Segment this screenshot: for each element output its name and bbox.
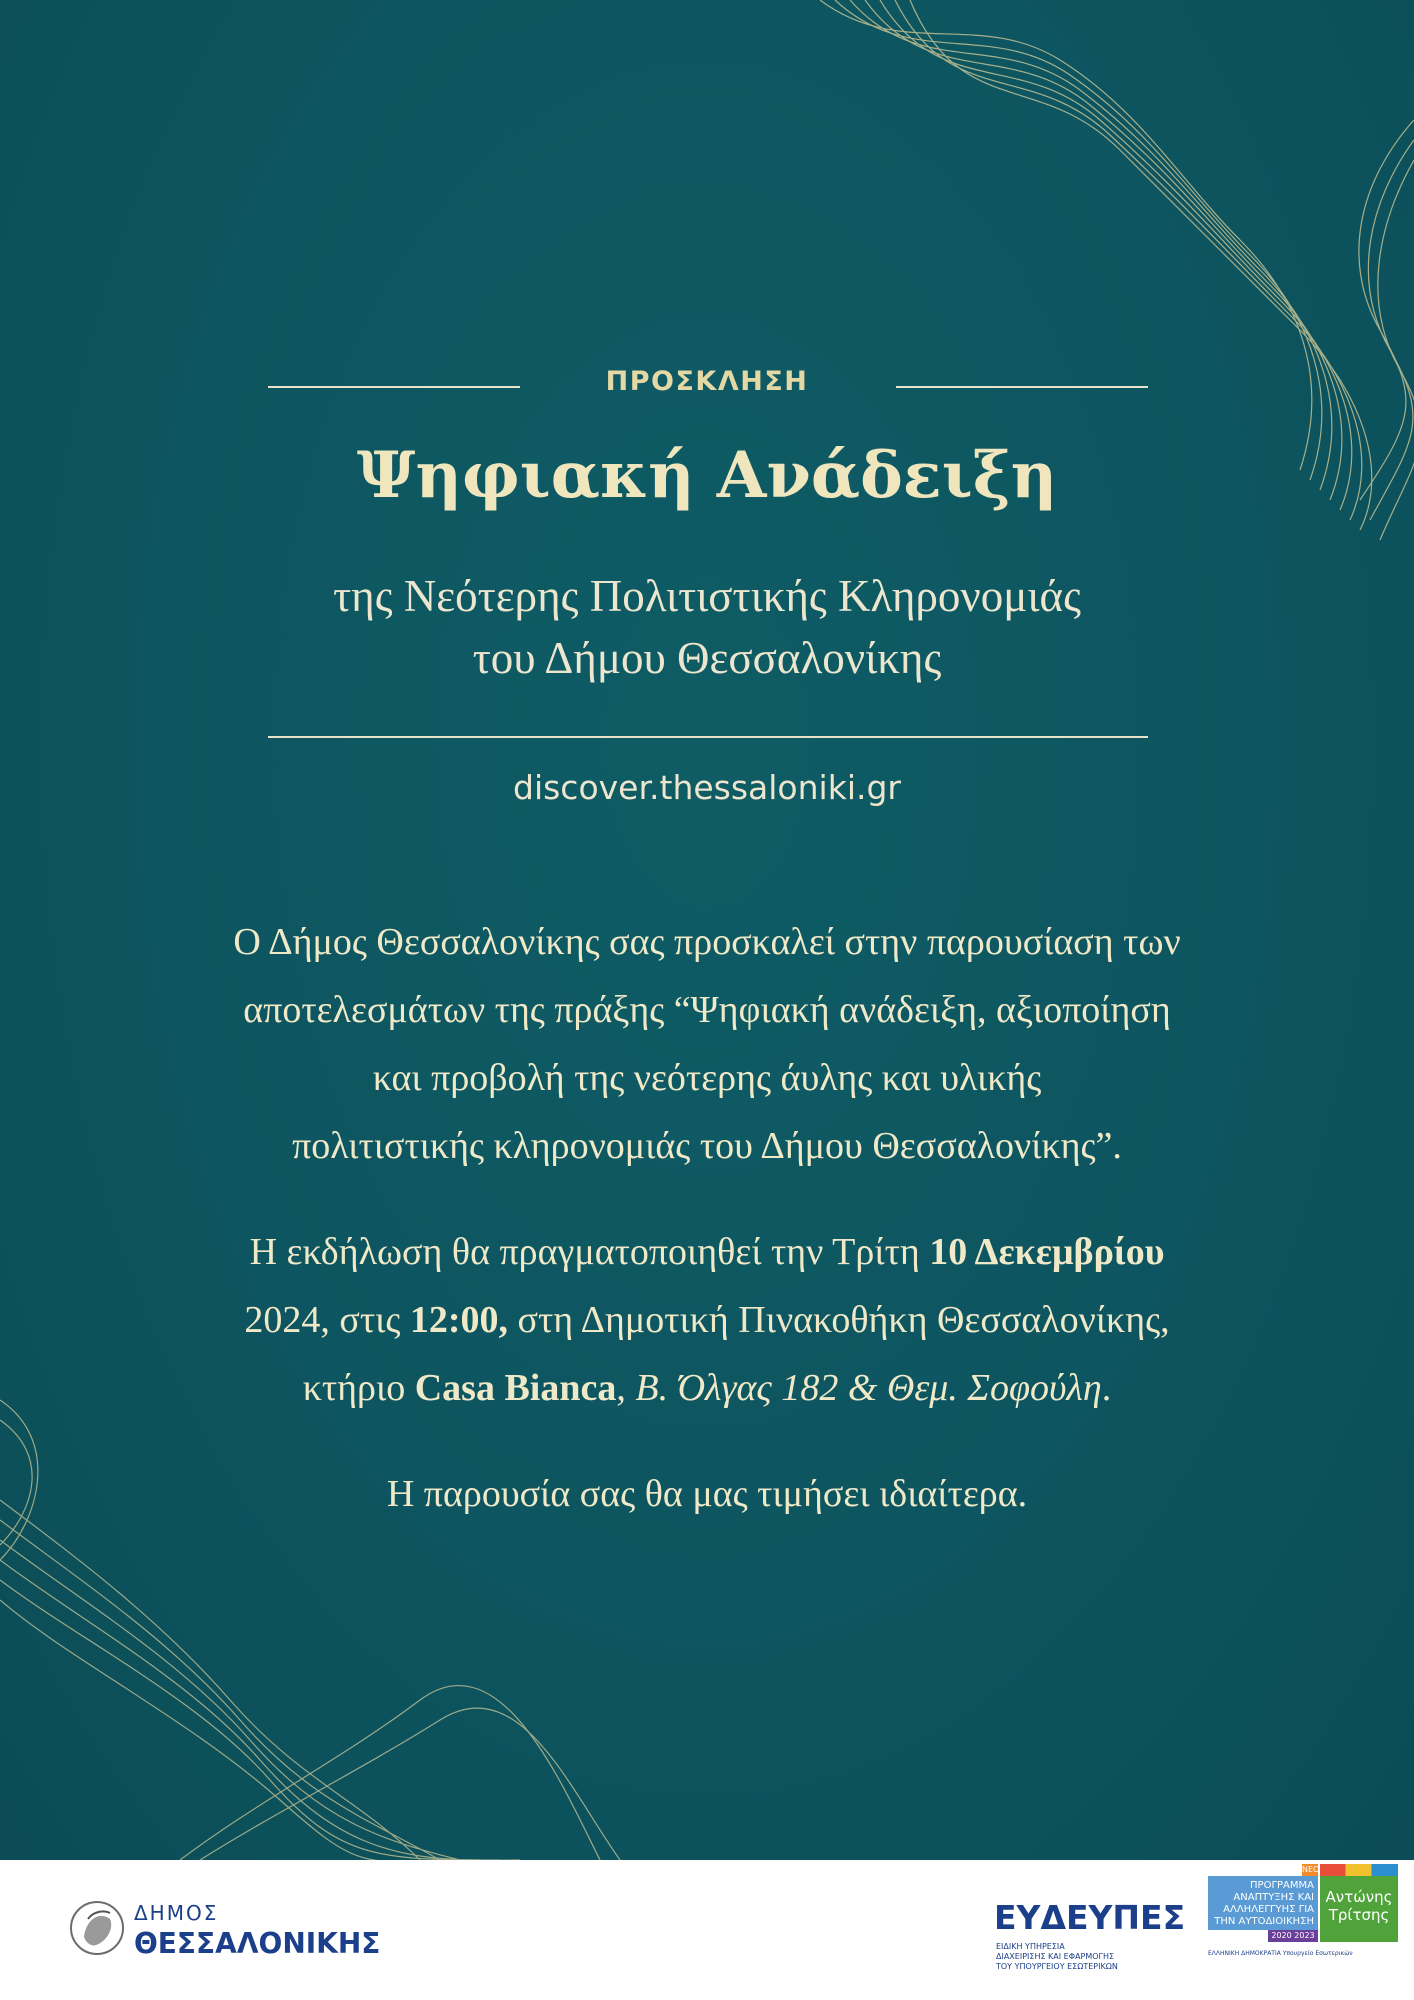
program-years: 2020 2023 bbox=[1268, 1930, 1318, 1942]
closing-line: Η παρουσία σας θα μας τιμήσει ιδιαίτερα. bbox=[386, 1473, 1028, 1515]
invitation-paragraph bbox=[100, 908, 1314, 1180]
event-details-paragraph bbox=[100, 1218, 1314, 1422]
event-details-line-3 bbox=[100, 1354, 1314, 1422]
website-link[interactable]: discover.thessaloniki.gr bbox=[513, 768, 901, 807]
address-period: . bbox=[1101, 1367, 1112, 1409]
program-new-badge: ΝΕΟ bbox=[1302, 1865, 1320, 1874]
program-name-box bbox=[1320, 1876, 1398, 1942]
municipality-logo bbox=[64, 1895, 404, 1965]
ministry-label: ΕΛΛΗΝΙΚΗ ΔΗΜΟΚΡΑΤΙΑ Υπουργείο Εσωτερικών bbox=[1208, 1950, 1353, 1957]
building-prefix: κτήριο bbox=[302, 1367, 415, 1409]
address-separator: , bbox=[616, 1367, 636, 1409]
municipality-name: ΘΕΣΣΑΛΟΝΙΚΗΣ bbox=[134, 1927, 381, 1960]
paragraph-line-1: Ο Δήμος Θεσσαλονίκης σας προσκαλεί στην παρουσίαση των bbox=[233, 921, 1181, 963]
eydeypes-line-1: ΕΙΔΙΚΗ ΥΠΗΡΕΣΙΑ bbox=[996, 1942, 1065, 1951]
program-line-3: ΑΛΛΗΛΕΓΓΥΗΣ ΓΙΑ bbox=[1223, 1904, 1314, 1915]
municipality-label: ΔΗΜΟΣ bbox=[134, 1901, 219, 1925]
event-venue: στη Δημοτική Πινακοθήκη Θεσσαλονίκης, bbox=[508, 1299, 1170, 1341]
event-time: 12:00, bbox=[409, 1299, 509, 1341]
program-line-4: ΤΗΝ ΑΥΤΟΔΙΟΙΚΗΣΗ bbox=[1214, 1916, 1314, 1927]
paragraph-line-2: αποτελεσμάτων της πράξης “Ψηφιακή ανάδειξη, αξιοποίηση bbox=[243, 989, 1171, 1031]
program-line-1: ΠΡΟΓΡΑΜΜΑ bbox=[1250, 1880, 1314, 1891]
eydeypes-line-2: ΔΙΑΧΕΙΡΙΣΗΣ ΚΑΙ ΕΦΑΡΜΟΓΗΣ bbox=[996, 1952, 1115, 1961]
program-logo bbox=[1206, 1862, 1402, 1982]
eydeypes-wordmark: ΕΥΔΕΥΠΕΣ bbox=[994, 1898, 1186, 1937]
program-name-line-2: Τρίτσης bbox=[1328, 1906, 1390, 1924]
eydeypes-logo bbox=[990, 1890, 1186, 1980]
event-date: 10 Δεκεμβρίου bbox=[929, 1231, 1165, 1273]
event-subtitle bbox=[0, 565, 1414, 689]
event-details-line-2 bbox=[100, 1286, 1314, 1354]
event-address: Β. Όλγας 182 & Θεμ. Σοφούλη bbox=[635, 1367, 1102, 1409]
invitation-kicker: ΠΡΟΣΚΛΗΣΗ bbox=[605, 366, 809, 397]
event-intro-text: Η εκδήλωση θα πραγματοποιηθεί την Τρίτη bbox=[249, 1231, 930, 1273]
program-color-stripe bbox=[1320, 1864, 1398, 1876]
subtitle-divider bbox=[268, 736, 1148, 738]
alexander-head-icon bbox=[66, 1897, 128, 1959]
eydeypes-line-3: ΤΟΥ ΥΠΟΥΡΓΕΙΟΥ ΕΣΩΤΕΡΙΚΩΝ bbox=[996, 1962, 1118, 1971]
event-details-line-1 bbox=[100, 1218, 1314, 1286]
subtitle-line-1: της Νεότερης Πολιτιστικής Κληρονομιάς bbox=[333, 571, 1081, 621]
building-name: Casa Bianca bbox=[414, 1367, 617, 1409]
paragraph-line-3: και προβολή της νεότερης άυλης και υλικής bbox=[372, 1057, 1042, 1099]
program-name-line-1: Αντώνης bbox=[1325, 1888, 1393, 1906]
subtitle-line-2: του Δήμου Θεσσαλονίκης bbox=[472, 633, 942, 683]
event-title: Ψηφιακή Ανάδειξη bbox=[356, 438, 1058, 513]
paragraph-line-4: πολιτιστικής κληρονομιάς του Δήμου Θεσσαλονίκης”. bbox=[292, 1125, 1122, 1167]
event-year: 2024, στις bbox=[244, 1299, 410, 1341]
program-line-2: ΑΝΑΠΤΥΞΗΣ ΚΑΙ bbox=[1233, 1892, 1314, 1903]
